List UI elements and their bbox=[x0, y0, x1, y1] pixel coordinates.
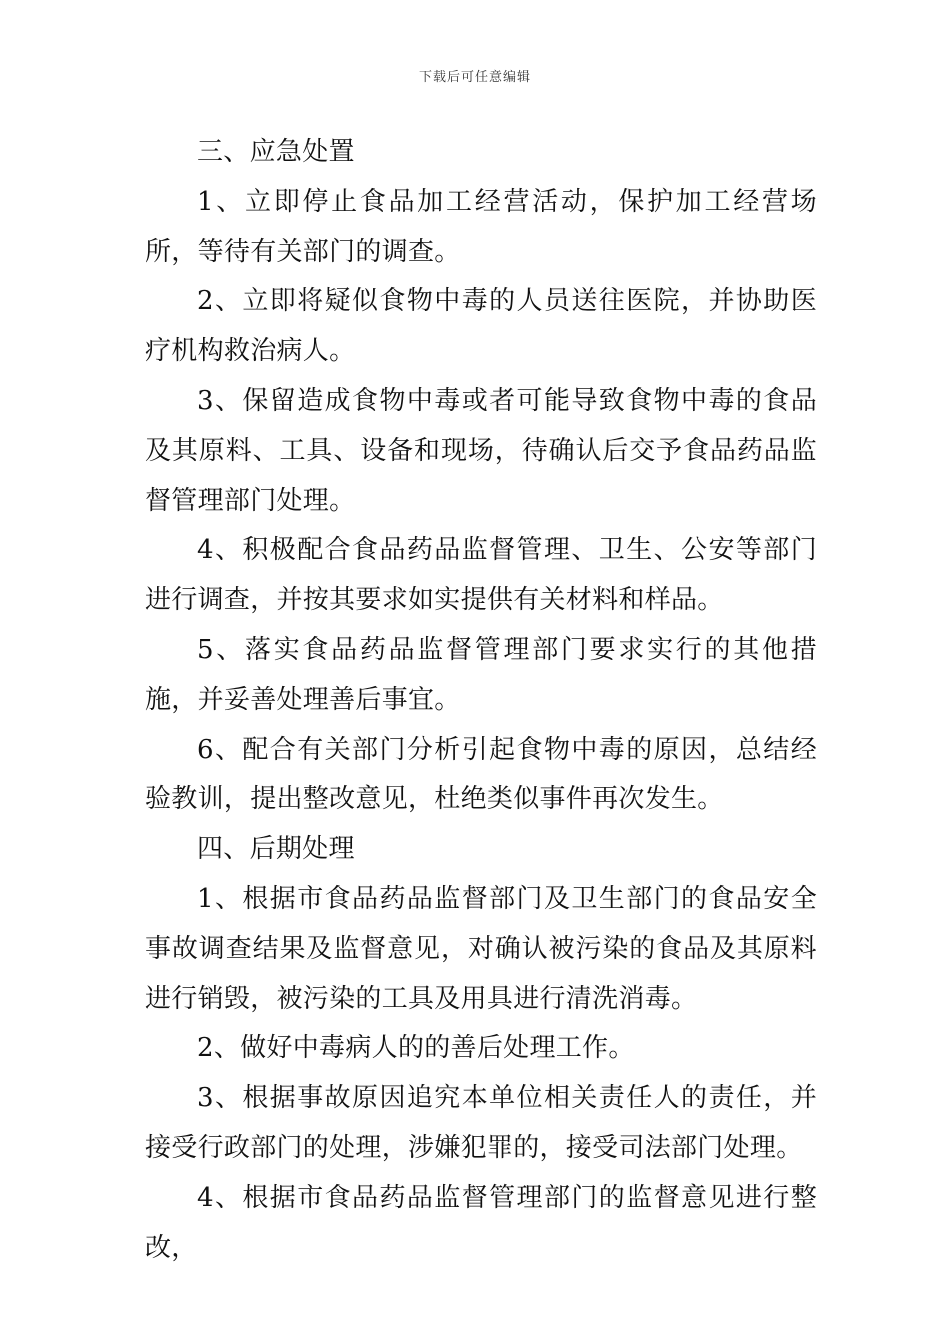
paragraph: 2、立即将疑似食物中毒的人员送往医院，并协助医疗机构救治病人。 bbox=[145, 286, 817, 367]
paragraph: 4、根据市食品药品监督管理部门的监督意见进行整改， bbox=[145, 1182, 817, 1263]
document-body bbox=[145, 128, 817, 1273]
paragraph: 6、配合有关部门分析引起食物中毒的原因，总结经验教训，提出整改意见，杜绝类似事件再次发生。 bbox=[145, 734, 817, 815]
paragraph: 3、根据事故原因追究本单位相关责任人的责任，并接受行政部门的处理，涉嫌犯罪的，接受司法部门处理。 bbox=[145, 1083, 817, 1163]
header-note: 下载后可任意编辑 bbox=[418, 70, 531, 85]
paragraph: 3、保留造成食物中毒或者可能导致食物中毒的食品及其原料、工具、设备和现场，待确认后交予食品药品监督管理部门处理。 bbox=[145, 385, 817, 516]
paragraph: 5、落实食品药品监督管理部门要求实行的其他措施，并妥善处理善后事宜。 bbox=[145, 634, 817, 715]
paragraph: 1、根据市食品药品监督部门及卫生部门的食品安全事故调查结果及监督意见，对确认被污染的食品及其原料进行销毁，被污染的工具及用具进行清洗消毒。 bbox=[145, 883, 817, 1014]
paragraph: 1、立即停止食品加工经营活动，保护加工经营场所，等待有关部门的调查。 bbox=[145, 186, 817, 267]
section-heading-aftermath: 四、后期处理 bbox=[197, 834, 355, 865]
section-heading-emergency: 三、应急处置 bbox=[197, 137, 355, 167]
paragraph: 4、积极配合食品药品监督管理、卫生、公安等部门进行调查，并按其要求如实提供有关材料和样品。 bbox=[145, 535, 817, 616]
paragraph: 2、做好中毒病人的的善后处理工作。 bbox=[197, 1033, 635, 1064]
